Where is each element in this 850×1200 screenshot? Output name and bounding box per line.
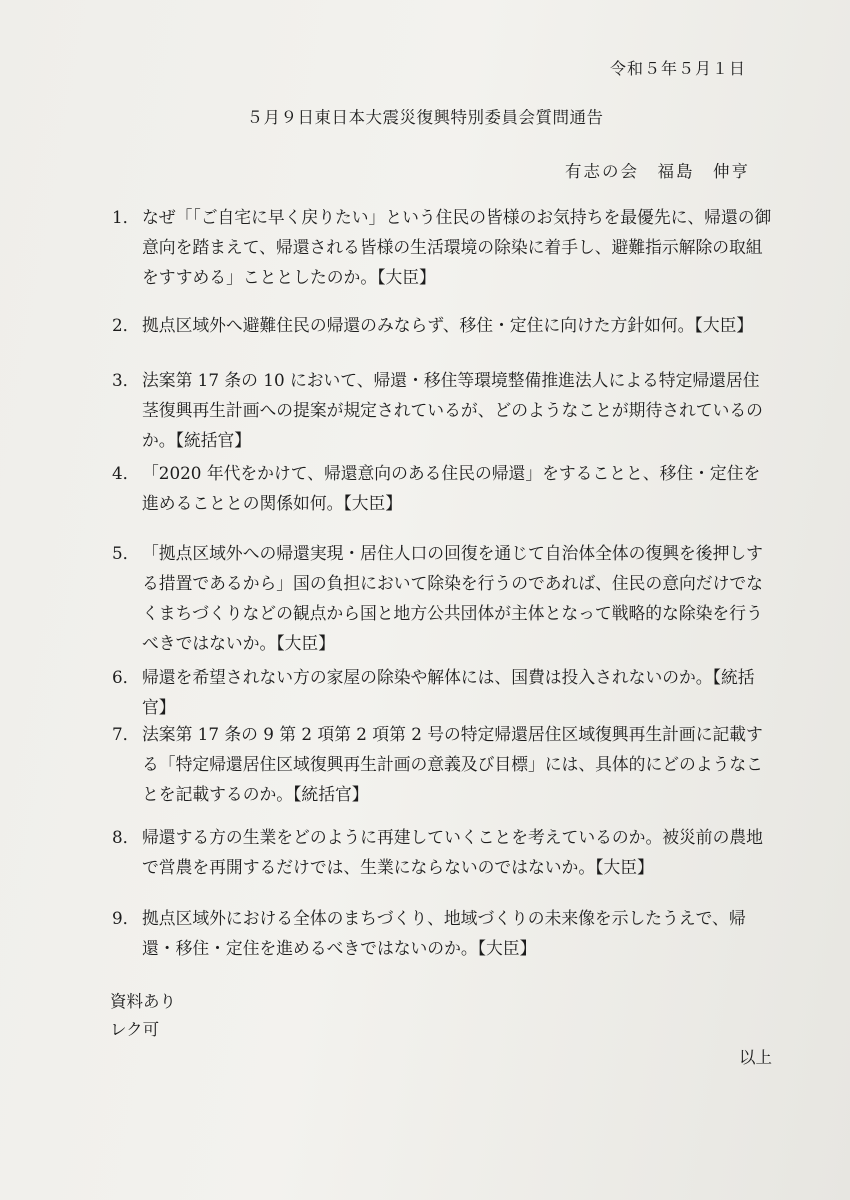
- question-item: [112, 365, 772, 455]
- question-item: [112, 662, 772, 722]
- question-number: 7．: [112, 724, 140, 744]
- question-number: 9．: [112, 908, 140, 928]
- lecture-note: レク可: [110, 1020, 160, 1039]
- question-text: 法案第 17 条の 9 第 2 項第 2 項第 2 号の特定帰還居住区域復興再生計画に記載する「特定帰還居住区域復興再生計画の意義及び目標」には、具体的にどのようなことを記載するのか。【統括官】: [142, 724, 763, 804]
- question-text: 帰還を希望されない方の家屋の除染や解体には、国費は投入されないのか。【統括官】: [142, 667, 755, 717]
- question-number: 2．: [112, 315, 140, 335]
- question-text: なぜ「「ご自宅に早く戻りたい」という住民の皆様のお気持ちを最優先に、帰還の御意向を踏まえて、帰還される皆様の生活環境の除染に着手し、避難指示解除の取組をすすめる」こととしたのか。【大臣】: [142, 207, 772, 287]
- question-number: 4．: [112, 463, 140, 483]
- question-number: 5．: [112, 543, 140, 563]
- question-text: 帰還する方の生業をどのように再建していくことを考えているのか。被災前の農地で営農を再開するだけでは、生業にならないのではないか。【大臣】: [142, 827, 763, 877]
- question-number: 3．: [112, 370, 140, 390]
- question-item: [112, 538, 772, 658]
- document-title: ５月９日東日本大震災復興特別委員会質問通告: [246, 108, 604, 127]
- question-item: [112, 202, 772, 292]
- materials-note: 資料あり: [110, 992, 176, 1011]
- question-text: 「拠点区域外への帰還実現・居住人口の回復を通じて自治体全体の復興を後押しする措置であるから」国の負担において除染を行うのであれば、住民の意向だけでなくまちづくりなどの観点から国と地方公共団体が主体となって戦略的な除染を行うべきではないか。【大臣】: [142, 543, 763, 653]
- question-item: [112, 458, 772, 518]
- document-author: 有志の会 福島 伸亨: [565, 162, 750, 181]
- closing-mark: 以上: [739, 1048, 772, 1067]
- question-number: 8．: [112, 827, 140, 847]
- question-list: [112, 202, 772, 958]
- question-item: [112, 310, 753, 340]
- question-item: [112, 822, 772, 882]
- question-number: 6．: [112, 667, 140, 687]
- question-text: 「2020 年代をかけて、帰還意向のある住民の帰還」をすることと、移住・定住を進めることとの関係如何。【大臣】: [142, 463, 761, 513]
- question-item: [112, 719, 772, 809]
- question-text: 法案第 17 条の 10 において、帰還・移住等環境整備推進法人による特定帰還居住茎復興再生計画への提案が規定されているが、どのようなことが期待されているのか。【統括官】: [142, 370, 763, 450]
- question-text: 拠点区域外へ避難住民の帰還のみならず、移住・定住に向けた方針如何。【大臣】: [142, 315, 754, 335]
- question-item: [112, 903, 772, 963]
- question-text: 拠点区域外における全体のまちづくり、地域づくりの未来像を示したうえで、帰還・移住・定住を進めるべきではないのか。【大臣】: [142, 908, 746, 958]
- question-number: 1．: [112, 207, 140, 227]
- document-date: 令和５年５月１日: [609, 59, 746, 78]
